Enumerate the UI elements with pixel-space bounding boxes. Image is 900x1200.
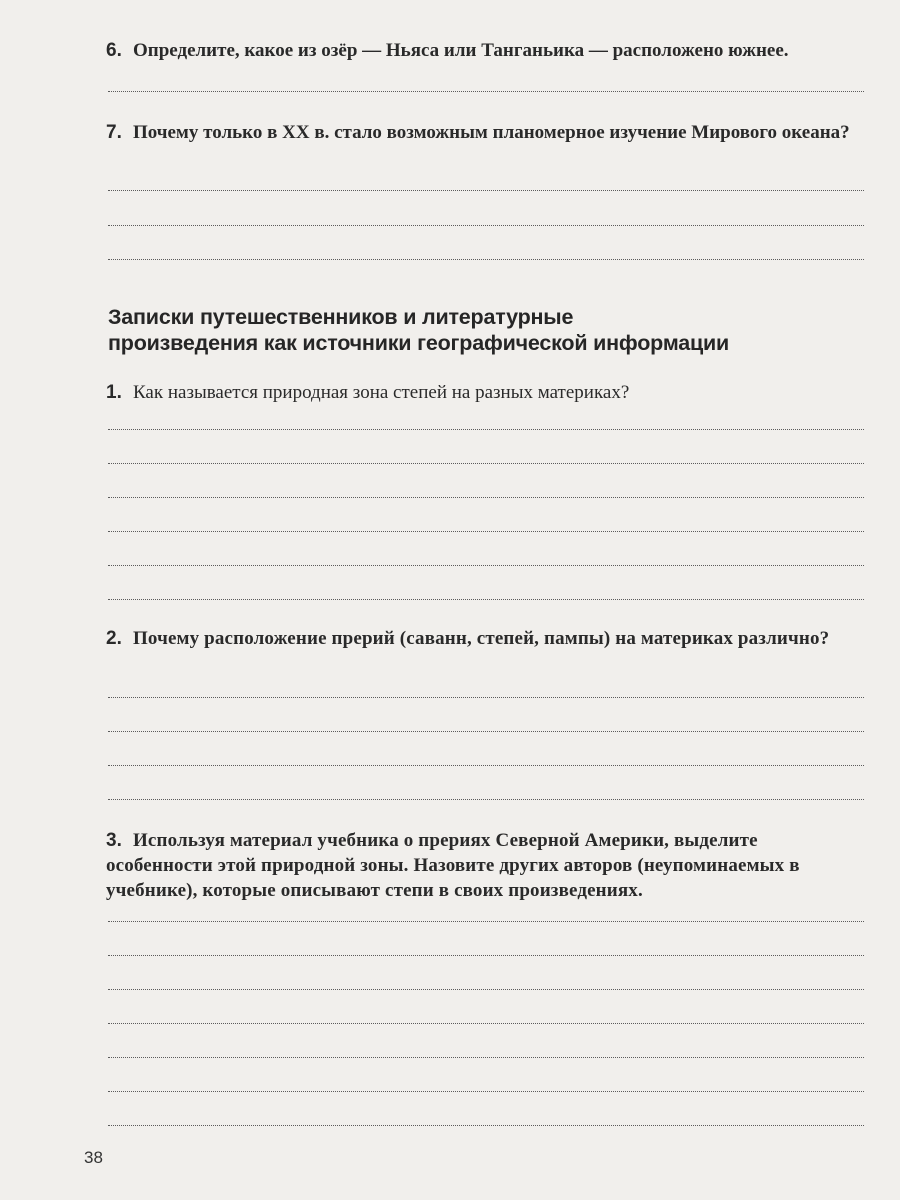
question-1	[106, 380, 866, 405]
answer-line[interactable]	[108, 989, 864, 990]
answer-line[interactable]	[108, 765, 864, 766]
answer-line[interactable]	[108, 1023, 864, 1024]
answer-line[interactable]	[108, 259, 864, 260]
question-number: 6.	[106, 40, 122, 61]
answer-line[interactable]	[108, 921, 864, 922]
answer-line[interactable]	[108, 1057, 864, 1058]
question-7	[106, 120, 866, 145]
answer-line[interactable]	[108, 429, 864, 430]
question-text: Определите, какое из озёр — Ньяса или Танганьика — расположено южнее.	[133, 40, 789, 61]
answer-line[interactable]	[108, 91, 864, 92]
answer-line[interactable]	[108, 599, 864, 600]
question-2	[106, 626, 866, 651]
answer-line[interactable]	[108, 1125, 864, 1126]
question-6	[106, 38, 866, 63]
question-number: 2.	[106, 628, 122, 649]
answer-line[interactable]	[108, 731, 864, 732]
question-text: Почему только в XX в. стало возможным планомерное изучение Мирового океана?	[133, 122, 850, 143]
question-3	[106, 828, 866, 903]
question-number: 1.	[106, 382, 122, 403]
section-heading-line-2: произведения как источники географической информации	[108, 331, 730, 355]
question-number: 7.	[106, 122, 122, 143]
answer-line[interactable]	[108, 799, 864, 800]
question-number: 3.	[106, 830, 122, 851]
answer-line[interactable]	[108, 531, 864, 532]
page-number: 38	[84, 1148, 103, 1167]
section-heading	[108, 304, 868, 356]
section-heading-line-1: Записки путешественников и литературные	[108, 305, 574, 329]
answer-line[interactable]	[108, 463, 864, 464]
answer-line[interactable]	[108, 190, 864, 191]
question-text: Как называется природная зона степей на разных материках?	[133, 382, 630, 403]
answer-line[interactable]	[108, 955, 864, 956]
answer-line[interactable]	[108, 497, 864, 498]
answer-line[interactable]	[108, 225, 864, 226]
answer-line[interactable]	[108, 1091, 864, 1092]
question-text: Используя материал учебника о прериях Северной Америки, выделите особенности этой природной зоны. Назовите других авторов (неупоминаемых в учебнике), которые описывают степи в своих произведениях.	[106, 830, 800, 901]
answer-line[interactable]	[108, 565, 864, 566]
question-text: Почему расположение прерий (саванн, степей, пампы) на материках различно?	[133, 628, 830, 649]
answer-line[interactable]	[108, 697, 864, 698]
